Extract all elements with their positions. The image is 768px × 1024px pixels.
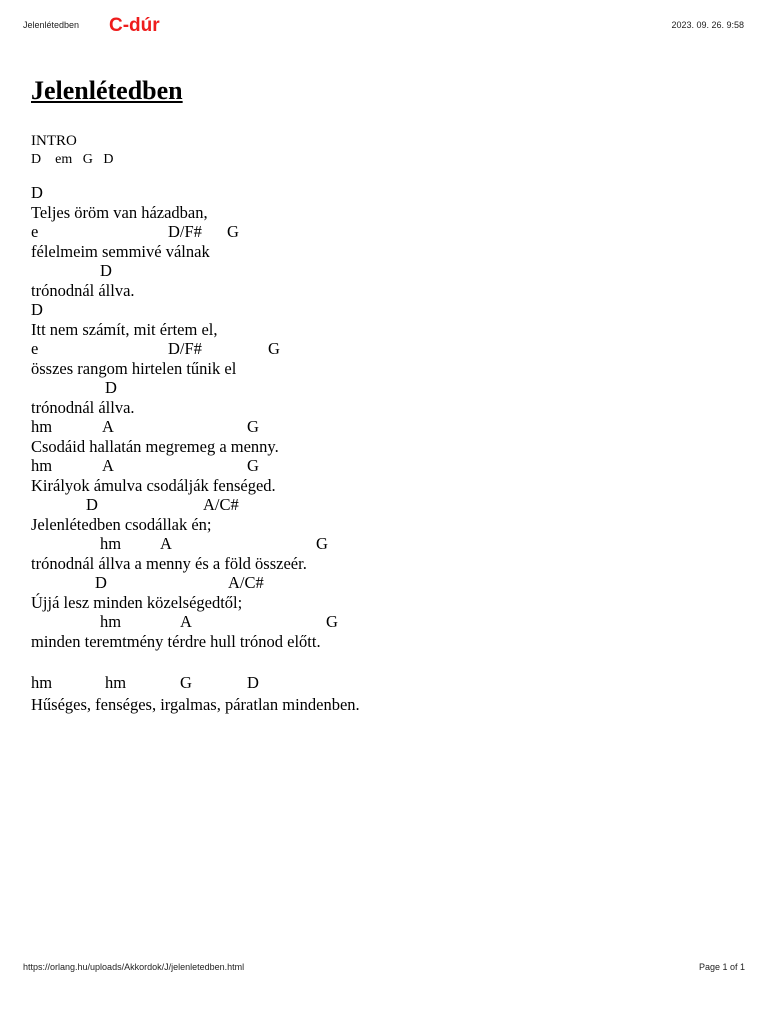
chord-line — [31, 261, 360, 281]
print-header-title: Jelenlétedben — [23, 20, 80, 30]
chord: A — [180, 612, 192, 631]
lyric-line: Jelenlétedben csodállak én; — [31, 514, 212, 534]
chord-line — [31, 456, 360, 476]
chord: G — [247, 417, 259, 436]
lyric-line: Teljes öröm van házadban, — [31, 202, 208, 222]
chord: D/F# — [168, 222, 202, 241]
chord: G — [326, 612, 338, 631]
chord: hm — [31, 673, 53, 692]
chord: G — [180, 673, 192, 692]
chord: A — [102, 456, 114, 475]
chord: hm — [100, 612, 122, 631]
song-body — [31, 183, 360, 714]
chord: A/C# — [228, 573, 264, 592]
lyric-line: trónodnál állva. — [31, 397, 135, 417]
chord-line — [31, 612, 360, 632]
chord: D — [31, 183, 43, 202]
chord: hm — [31, 456, 53, 475]
print-datetime: 2023. 09. 26. 9:58 — [671, 20, 744, 30]
intro-chords: D em G D — [31, 152, 114, 167]
chord: A — [160, 534, 172, 553]
lyric-line: Újjá lesz minden közelségedtől; — [31, 592, 243, 612]
chord: G — [247, 456, 259, 475]
chord-line — [31, 495, 360, 515]
chord: hm — [31, 417, 53, 436]
chord: D — [95, 573, 107, 592]
chord-line — [31, 534, 360, 554]
lyric-line: minden teremtmény térdre hull trónod előtt. — [31, 631, 321, 651]
chord-line — [31, 222, 360, 242]
footer-url: https://orlang.hu/uploads/Akkordok/J/jelenletedben.html — [23, 962, 245, 972]
chord: G — [268, 339, 280, 358]
chord-line — [31, 300, 360, 320]
chord: G — [227, 222, 239, 241]
lyric-line: trónodnál állva. — [31, 280, 135, 300]
chord: D — [100, 261, 112, 280]
lyric-line: Itt nem számít, mit értem el, — [31, 319, 218, 339]
chord: hm — [100, 534, 122, 553]
chord: D — [31, 300, 43, 319]
chord: e — [31, 339, 39, 358]
chord: e — [31, 222, 39, 241]
chord-line — [31, 339, 360, 359]
chord: A — [102, 417, 114, 436]
lyric-line: Csodáid hallatán megremeg a menny. — [31, 436, 279, 456]
chord: G — [316, 534, 328, 553]
chord-line — [31, 378, 360, 398]
intro-label: INTRO — [31, 133, 77, 149]
chord-line — [31, 183, 360, 203]
key-label: C-dúr — [109, 15, 160, 36]
chord: D — [247, 673, 259, 692]
chord: hm — [105, 673, 127, 692]
lyric-line: félelmeim semmivé válnak — [31, 241, 210, 261]
lyric-line: Hűséges, fenséges, irgalmas, páratlan mindenben. — [31, 694, 360, 714]
chord-line — [31, 417, 360, 437]
song-title: Jelenlétedben — [31, 76, 183, 105]
chord: D — [86, 495, 98, 514]
lyric-line: összes rangom hirtelen tűnik el — [31, 358, 237, 378]
chord: A/C# — [203, 495, 239, 514]
page-number: Page 1 of 1 — [698, 962, 745, 972]
chord-line — [31, 673, 360, 693]
lyric-line: Királyok ámulva csodálják fenséged. — [31, 475, 276, 495]
chord: D — [105, 378, 117, 397]
chord-line — [31, 573, 360, 593]
lyric-line: trónodnál állva a menny és a föld összeér. — [31, 553, 307, 573]
chord: D/F# — [168, 339, 202, 358]
